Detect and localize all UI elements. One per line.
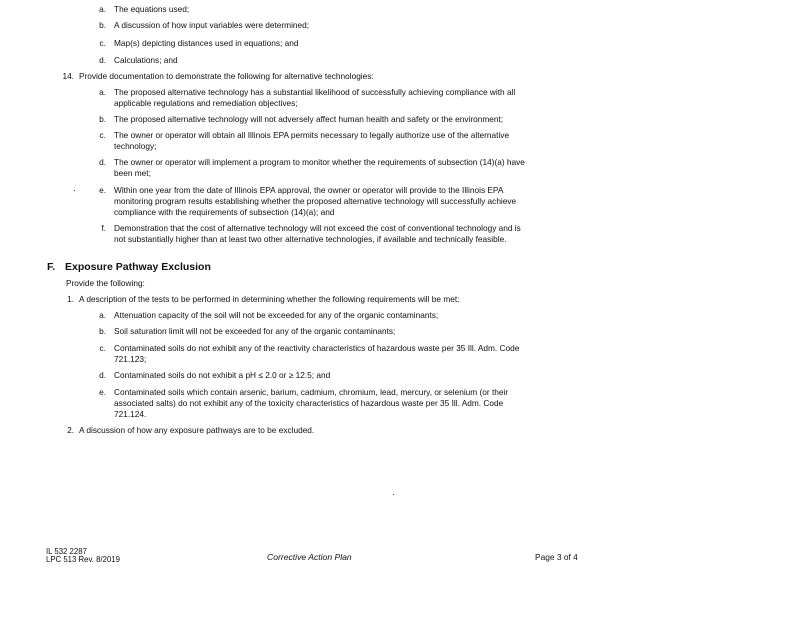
sub-item <box>94 343 519 365</box>
sub-item <box>94 157 525 179</box>
item-label: c. <box>99 343 106 353</box>
item-line: 721.124. <box>114 408 147 419</box>
sub-item <box>94 387 508 419</box>
item-line: Demonstration that the cost of alternative technology will not exceed the cost of conventional technology and is <box>114 223 521 233</box>
page-number: Page 3 of 4 <box>535 552 578 562</box>
item-line: Attenuation capacity of the soil will not be exceeded for any of the organic contaminants; <box>114 310 439 320</box>
item-text <box>114 343 519 365</box>
sub-item <box>94 130 509 152</box>
item-text: A discussion of how any exposure pathways are to be excluded. <box>79 425 315 435</box>
item-line: The proposed alternative technology will not adversely affect human health and safety or the environment; <box>114 114 504 124</box>
sub-item <box>94 326 395 337</box>
form-code: IL 532 2287 <box>46 547 87 556</box>
sub-item <box>94 223 521 245</box>
item-text <box>114 326 395 337</box>
section-intro: Provide the following: <box>66 278 145 288</box>
item-line: Soil saturation limit will not be exceeded for any of the organic contaminants; <box>114 326 396 336</box>
item-text <box>114 185 516 217</box>
item-text: A discussion of how input variables were determined; <box>114 20 310 30</box>
scan-speck <box>393 494 394 495</box>
item-label: b. <box>99 20 106 30</box>
item-label: a. <box>99 4 106 14</box>
item-label: c. <box>99 38 106 48</box>
item-text <box>114 370 330 381</box>
item-text: Calculations; and <box>114 55 178 65</box>
item-line: monitoring program results establishing whether the proposed alternative technology will successfully achieve <box>114 195 517 206</box>
section-title: Exposure Pathway Exclusion <box>65 261 211 273</box>
item-text: The equations used; <box>114 4 190 14</box>
item-label: d. <box>99 55 106 65</box>
list-item <box>94 55 178 66</box>
item-text <box>114 114 503 125</box>
item-text <box>114 310 438 321</box>
item-text <box>114 87 515 109</box>
item-text <box>114 387 508 419</box>
item-line: technology; <box>114 140 157 151</box>
item-label: d. <box>99 370 106 380</box>
list-item <box>94 20 309 31</box>
item-label: e. <box>99 387 106 397</box>
sub-item <box>94 114 503 125</box>
item-line: applicable regulations and remediation objectives; <box>114 97 298 108</box>
list-item-1 <box>60 294 459 305</box>
item-text <box>114 130 509 152</box>
item-line: compliance with the requirements of subsection (14)(a); and <box>114 206 335 217</box>
section-heading <box>47 262 211 273</box>
item-line: been met; <box>114 167 151 178</box>
item-label: f. <box>101 223 106 233</box>
item-label: b. <box>99 326 106 336</box>
item-label: 14. <box>62 71 74 81</box>
item-text: Map(s) depicting distances used in equations; and <box>114 38 299 48</box>
scan-speck <box>74 190 75 191</box>
sub-item <box>94 310 438 321</box>
form-revision: LPC 513 Rev. 8/2019 <box>46 555 120 564</box>
item-line: The owner or operator will obtain all Illinois EPA permits necessary to legally authorize use of the alternative <box>114 130 510 140</box>
item-label: 1. <box>67 294 74 304</box>
footer-title: Corrective Action Plan <box>267 552 352 562</box>
item-line: Contaminated soils do not exhibit a pH ≤ 2.0 or ≥ 12.5; and <box>114 370 331 380</box>
item-line: Contaminated soils which contain arsenic, barium, cadmium, chromium, lead, mercury, or selenium (or their <box>114 387 509 397</box>
list-item <box>94 38 299 49</box>
item-label: 2. <box>67 425 74 435</box>
item-line: The proposed alternative technology has a substantial likelihood of successfully achieving compliance with all <box>114 87 516 97</box>
item-text: Provide documentation to demonstrate the following for alternative technologies: <box>79 71 374 81</box>
sub-item <box>94 185 516 217</box>
item-label: a. <box>99 310 106 320</box>
list-item-2 <box>60 425 314 436</box>
item-line: Within one year from the date of Illinois EPA approval, the owner or operator will provide to the Illinois EPA <box>114 185 504 195</box>
item-line: not substantially higher than at least two other alternative technologies, if available and technically feasible. <box>114 233 507 244</box>
item-label: c. <box>99 130 106 140</box>
list-item-14 <box>60 71 374 82</box>
item-line: associated salts) do not exhibit any of the toxicity characteristics of hazardous waste per 35 Ill. Adm. Code <box>114 397 504 408</box>
item-line: The owner or operator will implement a program to monitor whether the requirements of subsection (14)(a) have <box>114 157 525 167</box>
item-label: b. <box>99 114 106 124</box>
item-line: 721.123; <box>114 353 147 364</box>
item-line: Contaminated soils do not exhibit any of the reactivity characteristics of hazardous waste per 35 Ill. Adm. Code <box>114 343 520 353</box>
item-label: d. <box>99 157 106 167</box>
sub-item <box>94 87 515 109</box>
sub-item <box>94 370 330 381</box>
item-text <box>114 157 525 179</box>
item-text: A description of the tests to be performed in determining whether the following requirements will be met: <box>79 294 460 304</box>
item-label: a. <box>99 87 106 97</box>
section-letter: F. <box>47 261 56 273</box>
item-text <box>114 223 521 245</box>
list-item <box>94 4 189 15</box>
item-label: e. <box>99 185 106 195</box>
